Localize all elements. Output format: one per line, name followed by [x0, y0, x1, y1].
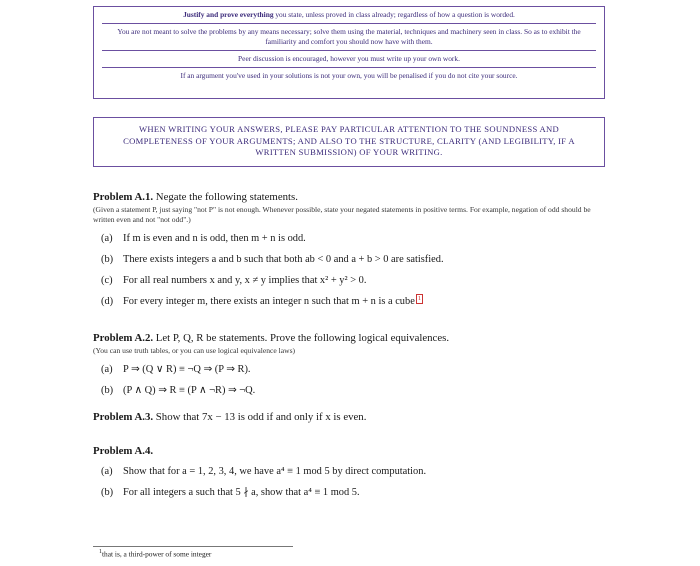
list-item: (b) (P ∧ Q) ⇒ R ≡ (P ∧ ¬R) ⇒ ¬Q. — [101, 385, 256, 396]
list-item: (b) For all integers a such that 5 ∤ a, show that a⁴ ≡ 1 mod 5. — [101, 487, 360, 498]
problem-a4 — [93, 444, 613, 500]
problem-a3 — [93, 410, 613, 424]
divider — [102, 50, 596, 51]
problem-label: Problem A.1. — [93, 191, 154, 203]
problem-a1 — [93, 190, 613, 309]
problem-title: Negate the following statements. — [153, 191, 298, 203]
instructions-box — [93, 6, 605, 99]
problem-title: Show that 7x − 13 is odd if and only if x is even. — [153, 411, 367, 423]
instruction-line-2: You are not meant to solve the problems by any means necessary; solve them using the material, techniques and machinery seen in class. So as to exhibit the familiarity and comfort you should now have with them. — [117, 27, 581, 46]
divider — [102, 23, 596, 24]
footnote: $^1$that is, a third-power of some integer — [99, 549, 212, 559]
list-item: (d) For every integer m, there exists an integer n such that m + n is a cube 1 — [101, 295, 422, 307]
list-item: (a) Show that for a = 1, 2, 3, 4, we have a⁴ ≡ 1 mod 5 by direct computation. — [101, 466, 427, 477]
problem-note: (Given a statement P, just saying "not P" is not enough. Whenever possible, state your negated statements in positive terms. For example, negation of odd should be written even and not "not odd".) — [93, 205, 591, 224]
list-item: (a) If m is even and n is odd, then m + n is odd. — [101, 233, 306, 244]
footnote-rule — [93, 546, 293, 547]
instruction-line-4: If an argument you've used in your solutions is not your own, you will be penalised if you do not cite your source. — [180, 71, 518, 80]
problem-label: Problem A.3. — [93, 411, 154, 423]
list-item: (a) P ⇒ (Q ∨ R) ≡ ¬Q ⇒ (P ⇒ R). — [101, 364, 251, 375]
problem-label: Problem A.2. — [93, 332, 154, 344]
writing-notice-box: WHEN WRITING YOUR ANSWERS, PLEASE PAY PARTICULAR ATTENTION TO THE SOUNDNESS AND COMPLETENESS OF YOUR ARGUMENTS; AND ALSO TO THE STRUCTURE, CLARITY (AND LEGIBILITY, IF A WRITTEN SUBMISSION) OF YOUR WRITING. — [93, 117, 605, 167]
problem-a2 — [93, 331, 613, 398]
problem-title: Let P, Q, R be statements. Prove the following logical equivalences. — [153, 332, 450, 344]
problem-note: (You can use truth tables, or you can use logical equivalence laws) — [93, 346, 296, 355]
divider — [102, 67, 596, 68]
problem-label: Problem A.4. — [93, 445, 154, 457]
footnote-marker[interactable]: 1 — [417, 295, 422, 302]
list-item: (c) For all real numbers x and y, x ≠ y implies that x² + y² > 0. — [101, 275, 367, 286]
instruction-line-1: Justify and prove everything you state, unless proved in class already; regardless of how a question is worded. — [183, 10, 515, 19]
list-item: (b) There exists integers a and b such that both ab < 0 and a + b > 0 are satisfied. — [101, 254, 444, 265]
instruction-line-3: Peer discussion is encouraged, however you must write up your own work. — [238, 54, 460, 63]
problems — [93, 190, 613, 506]
